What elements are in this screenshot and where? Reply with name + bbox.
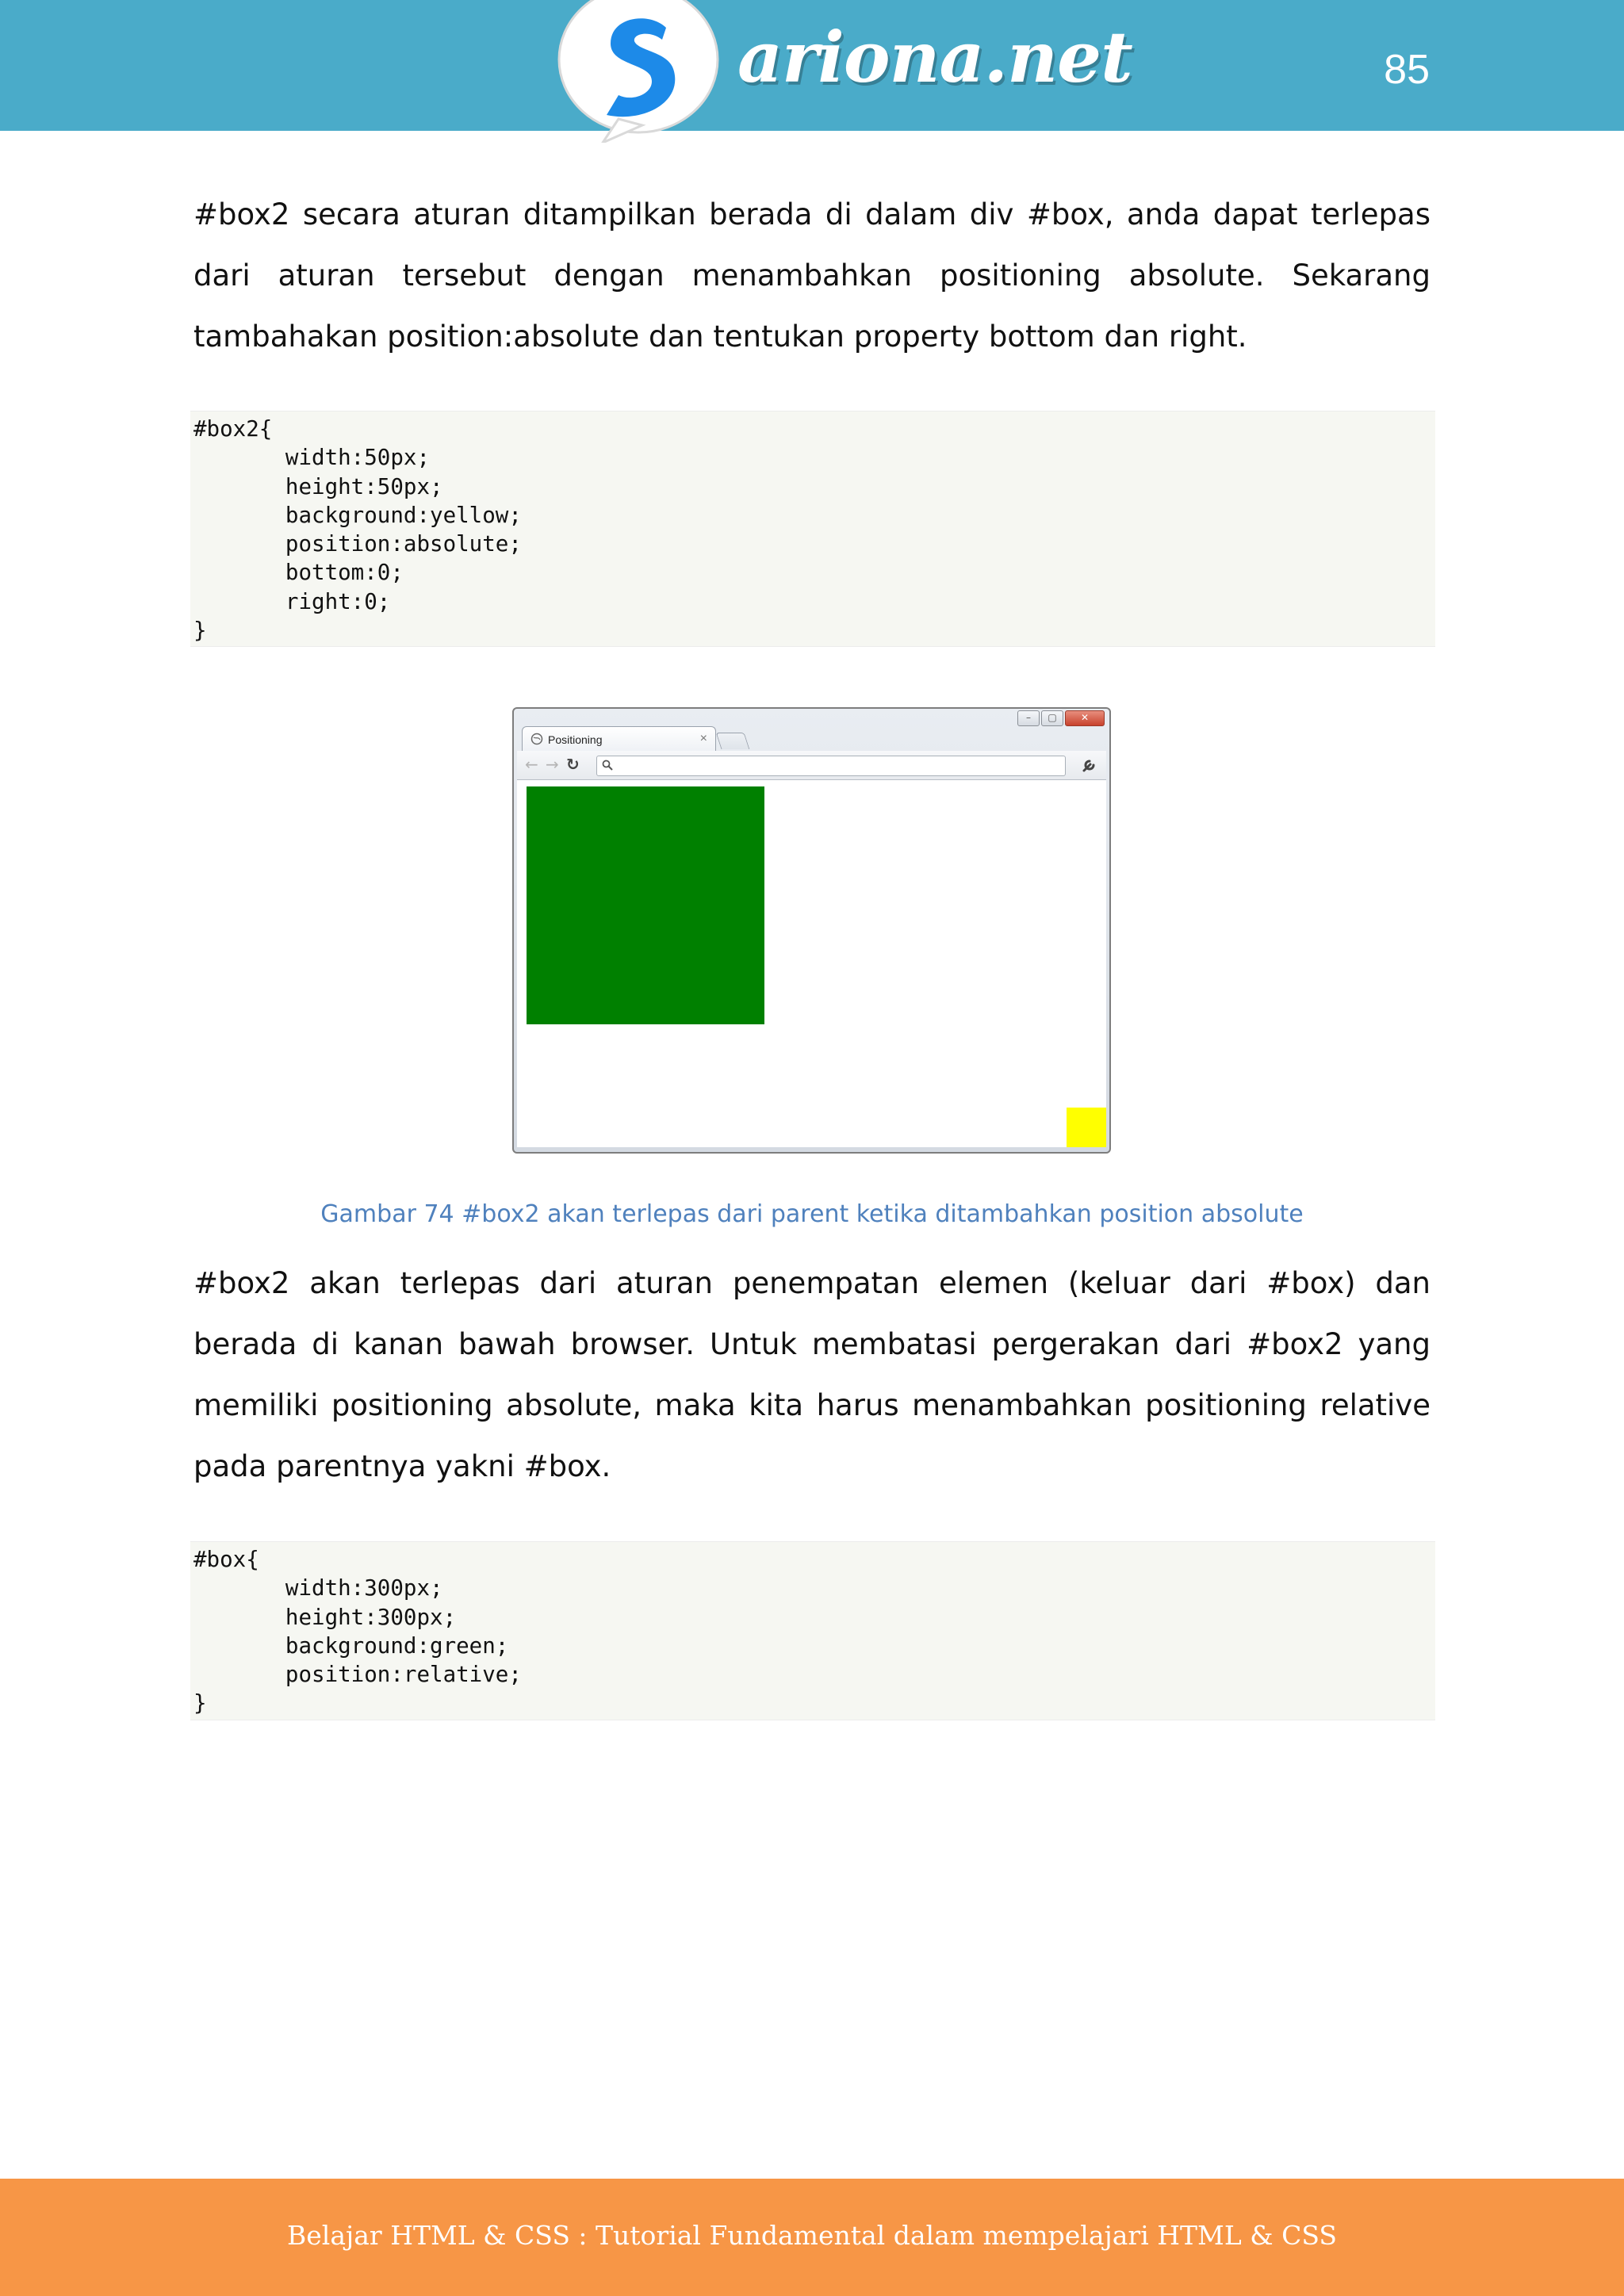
code-block-1	[190, 411, 1435, 647]
tab-close-icon: ×	[699, 732, 707, 745]
body-paragraph-1: #box2 secara aturan ditampilkan berada di dalam div #box, anda dapat terlepas dari aturan tersebut dengan menambahkan positioning absolute. Sekarang tambahakan position:absolute dan tentukan property bottom dan right.	[193, 197, 1431, 354]
browser-toolbar	[517, 751, 1106, 780]
code-line: height:50px;	[193, 473, 443, 499]
search-icon	[601, 759, 614, 771]
code-line: background:green;	[193, 1632, 509, 1659]
address-bar	[596, 756, 1066, 776]
back-arrow-icon: ←	[525, 755, 538, 774]
wrench-icon	[1081, 756, 1098, 774]
logo-text: ariona.net	[737, 16, 1132, 98]
new-tab-button	[716, 733, 750, 749]
code-line: }	[193, 1690, 207, 1716]
window-controls	[1017, 710, 1105, 728]
site-logo	[555, 0, 1132, 147]
code-line: background:yellow;	[193, 502, 522, 528]
page-number: 85	[1384, 47, 1430, 93]
page-footer	[0, 2179, 1624, 2296]
figure-caption: Gambar 74 #box2 akan terlepas dari parent ketika ditambahkan position absolute	[320, 1200, 1304, 1228]
body-paragraph-2: #box2 akan terlepas dari aturan penempatan elemen (keluar dari #box) dan berada di kanan bawah browser. Untuk membatasi pergerakan dari #box2 yang memiliki positioning absolute, maka kita harus menambahkan positioning relative pada parentnya yakni #box.	[193, 1266, 1431, 1483]
code-line: bottom:0;	[193, 560, 404, 586]
tab-title: Positioning	[548, 733, 603, 746]
code-line: #box{	[193, 1547, 259, 1572]
green-box	[527, 786, 764, 1024]
footer-text: Belajar HTML & CSS : Tutorial Fundamental dalam mempelajari HTML & CSS	[287, 2220, 1337, 2251]
logo-bubble-icon	[555, 0, 722, 143]
forward-arrow-icon: →	[546, 755, 559, 774]
browser-screenshot-figure	[512, 707, 1111, 1154]
code-line: position:absolute;	[193, 531, 522, 557]
code-line: width:50px;	[193, 445, 431, 471]
page-header	[0, 0, 1624, 131]
code-block-2	[190, 1541, 1435, 1720]
minimize-button: –	[1017, 710, 1040, 726]
code-line: #box2{	[193, 416, 273, 442]
browser-tab	[522, 726, 716, 752]
close-window-button: ✕	[1065, 710, 1105, 726]
reload-icon: ↻	[566, 755, 580, 774]
code-line: height:300px;	[193, 1604, 457, 1630]
maximize-button: ▢	[1041, 710, 1063, 726]
yellow-box	[1067, 1108, 1106, 1147]
code-line: position:relative;	[193, 1662, 522, 1688]
code-line: width:300px;	[193, 1575, 443, 1601]
browser-viewport	[517, 780, 1106, 1147]
globe-icon	[530, 733, 543, 745]
code-line: right:0;	[193, 588, 391, 614]
code-line: }	[193, 618, 207, 644]
